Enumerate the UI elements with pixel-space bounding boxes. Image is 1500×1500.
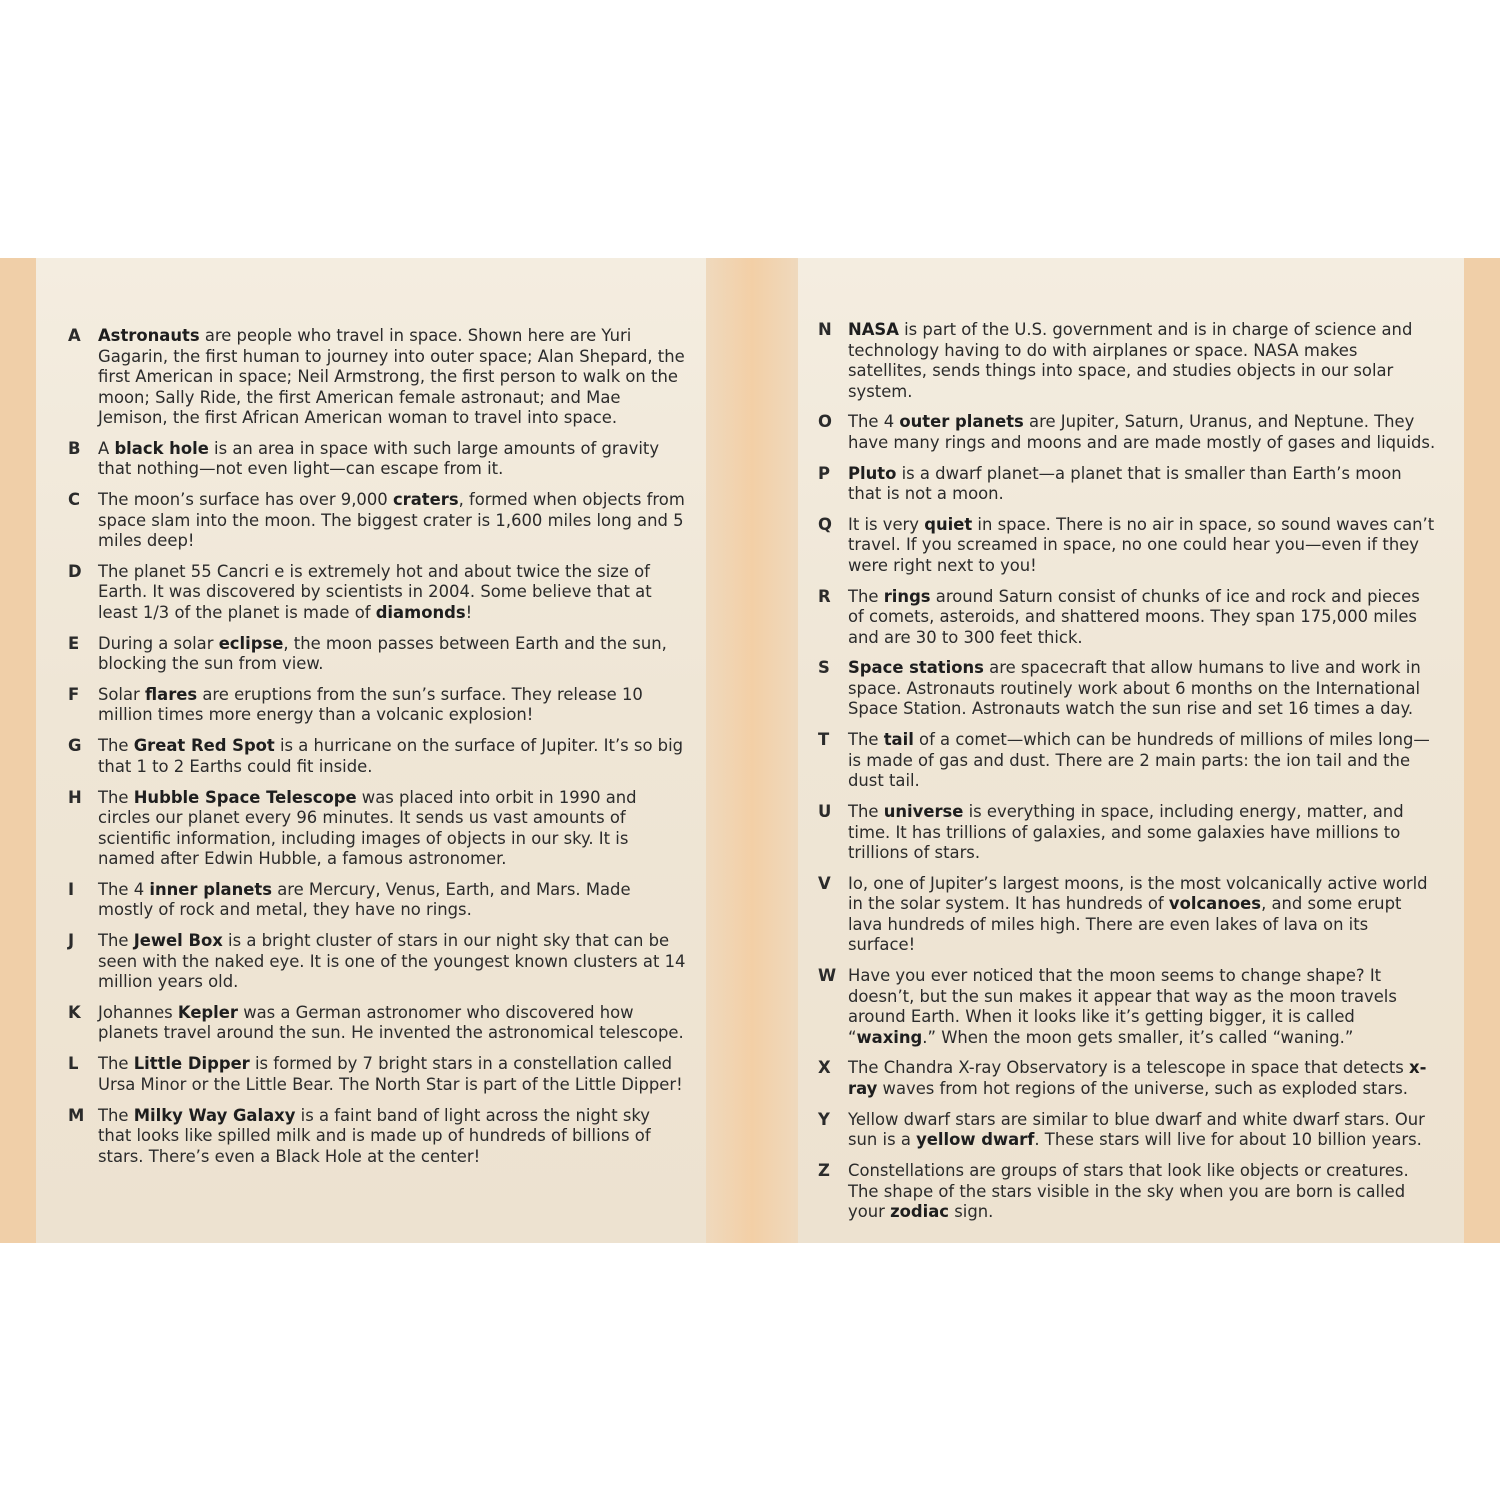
entry-text-post: sign. — [949, 1202, 994, 1222]
entry-text-pre: The — [848, 802, 884, 822]
glossary-entry-v — [818, 874, 1438, 956]
glossary-entry-j — [68, 931, 688, 993]
entry-text-post: are Mercury, Venus, Earth, and Mars. Made mostly of rock and metal, they have no rings. — [98, 879, 631, 920]
entry-text-pre: The — [98, 1105, 134, 1125]
entry-keyword: Space stations — [848, 658, 984, 678]
entry-text-post: is a hurricane on the surface of Jupiter. It’s so big that 1 to 2 Earths could fit inside. — [98, 736, 684, 776]
glossary-entry-q — [818, 515, 1438, 577]
glossary-entry-o — [818, 412, 1438, 453]
entry-text-post: is a faint band of light across the night sky that looks like spilled milk and is made up of hundreds of billions of stars. There’s even a Black Hole at the center! — [98, 1105, 651, 1166]
entry-text-pre: The planet 55 Cancri e is extremely hot and about twice the size of Earth. It was discovered by scientists in 2004. Some believe that at least 1/3 of the planet is made of — [98, 561, 652, 622]
entry-letter: J — [68, 931, 75, 951]
entry-keyword: Milky Way Galaxy — [133, 1105, 296, 1125]
entry-text-pre: It is very — [848, 514, 925, 534]
entry-keyword: craters — [392, 490, 459, 510]
entry-text — [98, 685, 688, 726]
entry-text-pre: Yellow dwarf stars are similar to blue dwarf and white dwarf stars. Our sun is a — [848, 1109, 1425, 1150]
entry-text-pre: The — [98, 1054, 134, 1074]
entry-text-pre: The — [98, 736, 134, 756]
glossary-entry-n — [818, 320, 1438, 402]
entry-text-post: is formed by 7 bright stars in a constellation called Ursa Minor or the Little Bear. The North Star is part of the Little Dipper! — [98, 1054, 683, 1094]
entry-letter: Z — [818, 1161, 830, 1181]
entry-keyword: quiet — [924, 514, 973, 534]
entry-keyword: universe — [883, 802, 964, 822]
entry-text-post: of a comet—which can be hundreds of millions of miles long—is made of gas and dust. There are 2 main parts: the ion tail and the dust tail. — [848, 730, 1430, 791]
entry-text — [98, 439, 688, 480]
entry-letter: A — [68, 326, 81, 345]
entry-keyword: rings — [883, 586, 931, 606]
entry-text-post: was placed into orbit in 1990 and circles our planet every 96 minutes. It sends us vast amounts of scientific information, including images of objects in our sky. It is named after Edwin Hubble, a famous astronomer. — [98, 787, 637, 869]
entry-letter: V — [818, 873, 831, 893]
glossary-entry-m — [68, 1106, 688, 1168]
entry-text-post: , and some erupt lava hundreds of miles high. There are even lakes of lava on its surface! — [848, 894, 1402, 955]
entry-letter: T — [818, 730, 830, 750]
entry-letter: I — [68, 879, 75, 899]
entry-text-post: is a bright cluster of stars in our night sky that can be seen with the naked eye. It is one of the youngest known clusters at 14 million years old. — [98, 931, 686, 992]
glossary-entry-y — [818, 1110, 1438, 1151]
entry-text — [98, 562, 688, 624]
entry-keyword: flares — [144, 684, 198, 704]
entry-letter: R — [818, 586, 831, 606]
entry-text — [98, 1003, 688, 1044]
glossary-entry-e — [68, 634, 688, 675]
entry-text — [848, 1058, 1438, 1099]
entry-keyword: Great Red Spot — [133, 736, 275, 756]
entry-letter: H — [68, 787, 82, 807]
entry-keyword: outer planets — [899, 412, 1024, 432]
entry-text — [848, 412, 1438, 453]
entry-letter: N — [818, 320, 832, 339]
entry-keyword: inner planets — [149, 879, 272, 899]
entry-letter: Y — [818, 1109, 830, 1129]
entry-keyword: diamonds — [375, 602, 466, 622]
entry-text — [848, 587, 1438, 649]
entry-letter: D — [68, 561, 82, 581]
entry-keyword: black hole — [114, 438, 209, 458]
entry-keyword: Little Dipper — [133, 1054, 250, 1074]
right-glossary-list — [818, 320, 1438, 1233]
entry-text-post: . These stars will live for about 10 billion years. — [1034, 1130, 1422, 1150]
glossary-entry-t — [818, 730, 1438, 792]
entry-text-pre: The 4 — [848, 412, 900, 432]
entry-text-post: is a dwarf planet—a planet that is smaller than Earth’s moon that is not a moon. — [848, 463, 1402, 504]
entry-text-post: is part of the U.S. government and is in charge of science and technology having to do with airplanes or space. NASA makes satellites, sends things into space, and studies objects in our solar system. — [848, 320, 1413, 401]
entry-text — [98, 1106, 688, 1168]
entry-letter: K — [68, 1002, 81, 1022]
entry-text-pre: The — [98, 787, 134, 807]
entry-text-post: in space. There is no air in space, so sound waves can’t travel. If you screamed in space, no one could hear you—even if they were right next to you! — [848, 514, 1435, 575]
entry-text-pre: A — [98, 438, 115, 458]
glossary-entry-s — [818, 658, 1438, 720]
entry-text — [98, 634, 688, 675]
left-glossary-list — [68, 326, 688, 1177]
glossary-entry-x — [818, 1058, 1438, 1099]
entry-text-post: .” When the moon gets smaller, it’s called “waning.” — [922, 1027, 1354, 1047]
entry-keyword: waxing — [856, 1027, 923, 1047]
entry-text — [98, 490, 688, 552]
entry-text-post: around Saturn consist of chunks of ice and rock and pieces of comets, asteroids, and shattered moons. They span 175,000 miles and are 30 to 300 feet thick. — [848, 586, 1420, 647]
entry-keyword: Kepler — [177, 1002, 238, 1022]
entry-text-pre: Have you ever noticed that the moon seems to change shape? It doesn’t, but the sun makes it appear that way as the moon travels around Earth. When it looks like it’s getting bigger, it is called “ — [848, 966, 1397, 1047]
glossary-entry-g — [68, 736, 688, 777]
book-gutter — [706, 258, 798, 1243]
glossary-entry-f — [68, 685, 688, 726]
entry-letter: S — [818, 658, 830, 678]
glossary-entry-c — [68, 490, 688, 552]
entry-keyword: eclipse — [218, 633, 284, 653]
glossary-entry-z — [818, 1161, 1438, 1223]
glossary-entry-l — [68, 1054, 688, 1095]
glossary-entry-r — [818, 587, 1438, 649]
entry-letter: M — [68, 1105, 85, 1125]
glossary-entry-u — [818, 802, 1438, 864]
entry-text-post: , the moon passes between Earth and the sun, blocking the sun from view. — [98, 633, 667, 674]
entry-keyword: tail — [883, 730, 914, 750]
entry-text-pre: Johannes — [98, 1002, 178, 1022]
entry-text-post: waves from hot regions of the universe, such as exploded stars. — [877, 1078, 1408, 1098]
entry-letter: L — [68, 1054, 79, 1074]
glossary-entry-d — [68, 562, 688, 624]
entry-text-post: is an area in space with such large amounts of gravity that nothing—not even light—can escape from it. — [98, 438, 660, 479]
entry-letter: U — [818, 802, 832, 822]
entry-text — [98, 788, 688, 870]
entry-text-pre: The — [98, 931, 134, 951]
entry-text-post: are spacecraft that allow humans to live and work in space. Astronauts routinely work about 6 months on the International Space Station. Astronauts watch the sun rise and set 16 times a day. — [848, 658, 1421, 719]
glossary-entry-w — [818, 966, 1438, 1048]
entry-letter: O — [818, 412, 832, 432]
entry-letter: G — [68, 736, 82, 756]
glossary-entry-p — [818, 464, 1438, 505]
entry-text — [848, 802, 1438, 864]
entry-keyword: yellow dwarf — [916, 1130, 1035, 1150]
entry-keyword: Pluto — [848, 463, 897, 483]
entry-text-post: are Jupiter, Saturn, Uranus, and Neptune. They have many rings and moons and are made mostly of gases and liquids. — [848, 412, 1436, 452]
entry-text-pre: The moon’s surface has over 9,000 — [98, 490, 393, 510]
entry-letter: Q — [818, 514, 832, 534]
entry-keyword: NASA — [848, 320, 899, 339]
entry-text — [848, 730, 1438, 792]
entry-letter: W — [818, 966, 837, 986]
entry-text — [848, 874, 1438, 956]
entry-text — [848, 658, 1438, 720]
glossary-entry-a — [68, 326, 688, 429]
entry-letter: E — [68, 633, 80, 653]
entry-letter: X — [818, 1058, 831, 1078]
entry-text-post: ! — [465, 602, 473, 622]
entry-text — [848, 464, 1438, 505]
entry-text-post: are eruptions from the sun’s surface. They release 10 million times more energy than a volcanic explosion! — [98, 684, 643, 725]
entry-text — [98, 931, 688, 993]
glossary-entry-i — [68, 880, 688, 921]
entry-text-pre: The 4 — [98, 879, 150, 899]
entry-letter: F — [68, 684, 80, 704]
entry-text-pre: Io, one of Jupiter’s largest moons, is the most volcanically active world in the solar system. It has hundreds of — [848, 873, 1428, 914]
entry-keyword: Hubble Space Telescope — [133, 787, 357, 807]
entry-text — [848, 966, 1438, 1048]
entry-keyword: volcanoes — [1168, 894, 1262, 914]
entry-text — [98, 736, 688, 777]
entry-keyword: Astronauts — [98, 326, 200, 345]
entry-text — [848, 515, 1438, 577]
entry-text-pre: The Chandra X-ray Observatory is a telescope in space that detects — [848, 1058, 1410, 1078]
entry-keyword: x-ray — [848, 1058, 1427, 1098]
entry-text-pre: During a solar — [98, 633, 219, 653]
entry-text — [848, 320, 1438, 402]
entry-text — [98, 326, 688, 429]
glossary-entry-h — [68, 788, 688, 870]
entry-text-pre: The — [848, 730, 884, 750]
entry-text-post: was a German astronomer who discovered how planets travel around the sun. He invented the astronomical telescope. — [98, 1002, 684, 1043]
entry-text-post: is everything in space, including energy, matter, and time. It has trillions of galaxies, and some galaxies have millions to trillions of stars. — [848, 802, 1404, 863]
entry-text-pre: The — [848, 586, 884, 606]
entry-keyword: Jewel Box — [133, 931, 223, 951]
entry-text-post: are people who travel in space. Shown here are Yuri Gagarin, the first human to journey into outer space; Alan Shepard, the first American in space; Neil Armstrong, the first person to walk on the moon; Sally Ride, the first American female astronaut; and Mae Jemison, the first African American woman to travel into space. — [98, 326, 685, 427]
entry-text-post: , formed when objects from space slam into the moon. The biggest crater is 1,600 miles long and 5 miles deep! — [98, 490, 685, 551]
entry-text — [848, 1110, 1438, 1151]
entry-letter: B — [68, 438, 81, 458]
entry-text-pre: Constellations are groups of stars that look like objects or creatures. The shape of the stars visible in the sky when you are born is called your — [848, 1161, 1409, 1222]
glossary-entry-k — [68, 1003, 688, 1044]
entry-text — [98, 1054, 688, 1095]
entry-text-pre: Solar — [98, 684, 145, 704]
entry-keyword: zodiac — [890, 1202, 950, 1222]
entry-letter: P — [818, 463, 831, 483]
entry-text — [98, 880, 688, 921]
glossary-entry-b — [68, 439, 688, 480]
entry-text — [848, 1161, 1438, 1223]
entry-letter: C — [68, 490, 81, 510]
